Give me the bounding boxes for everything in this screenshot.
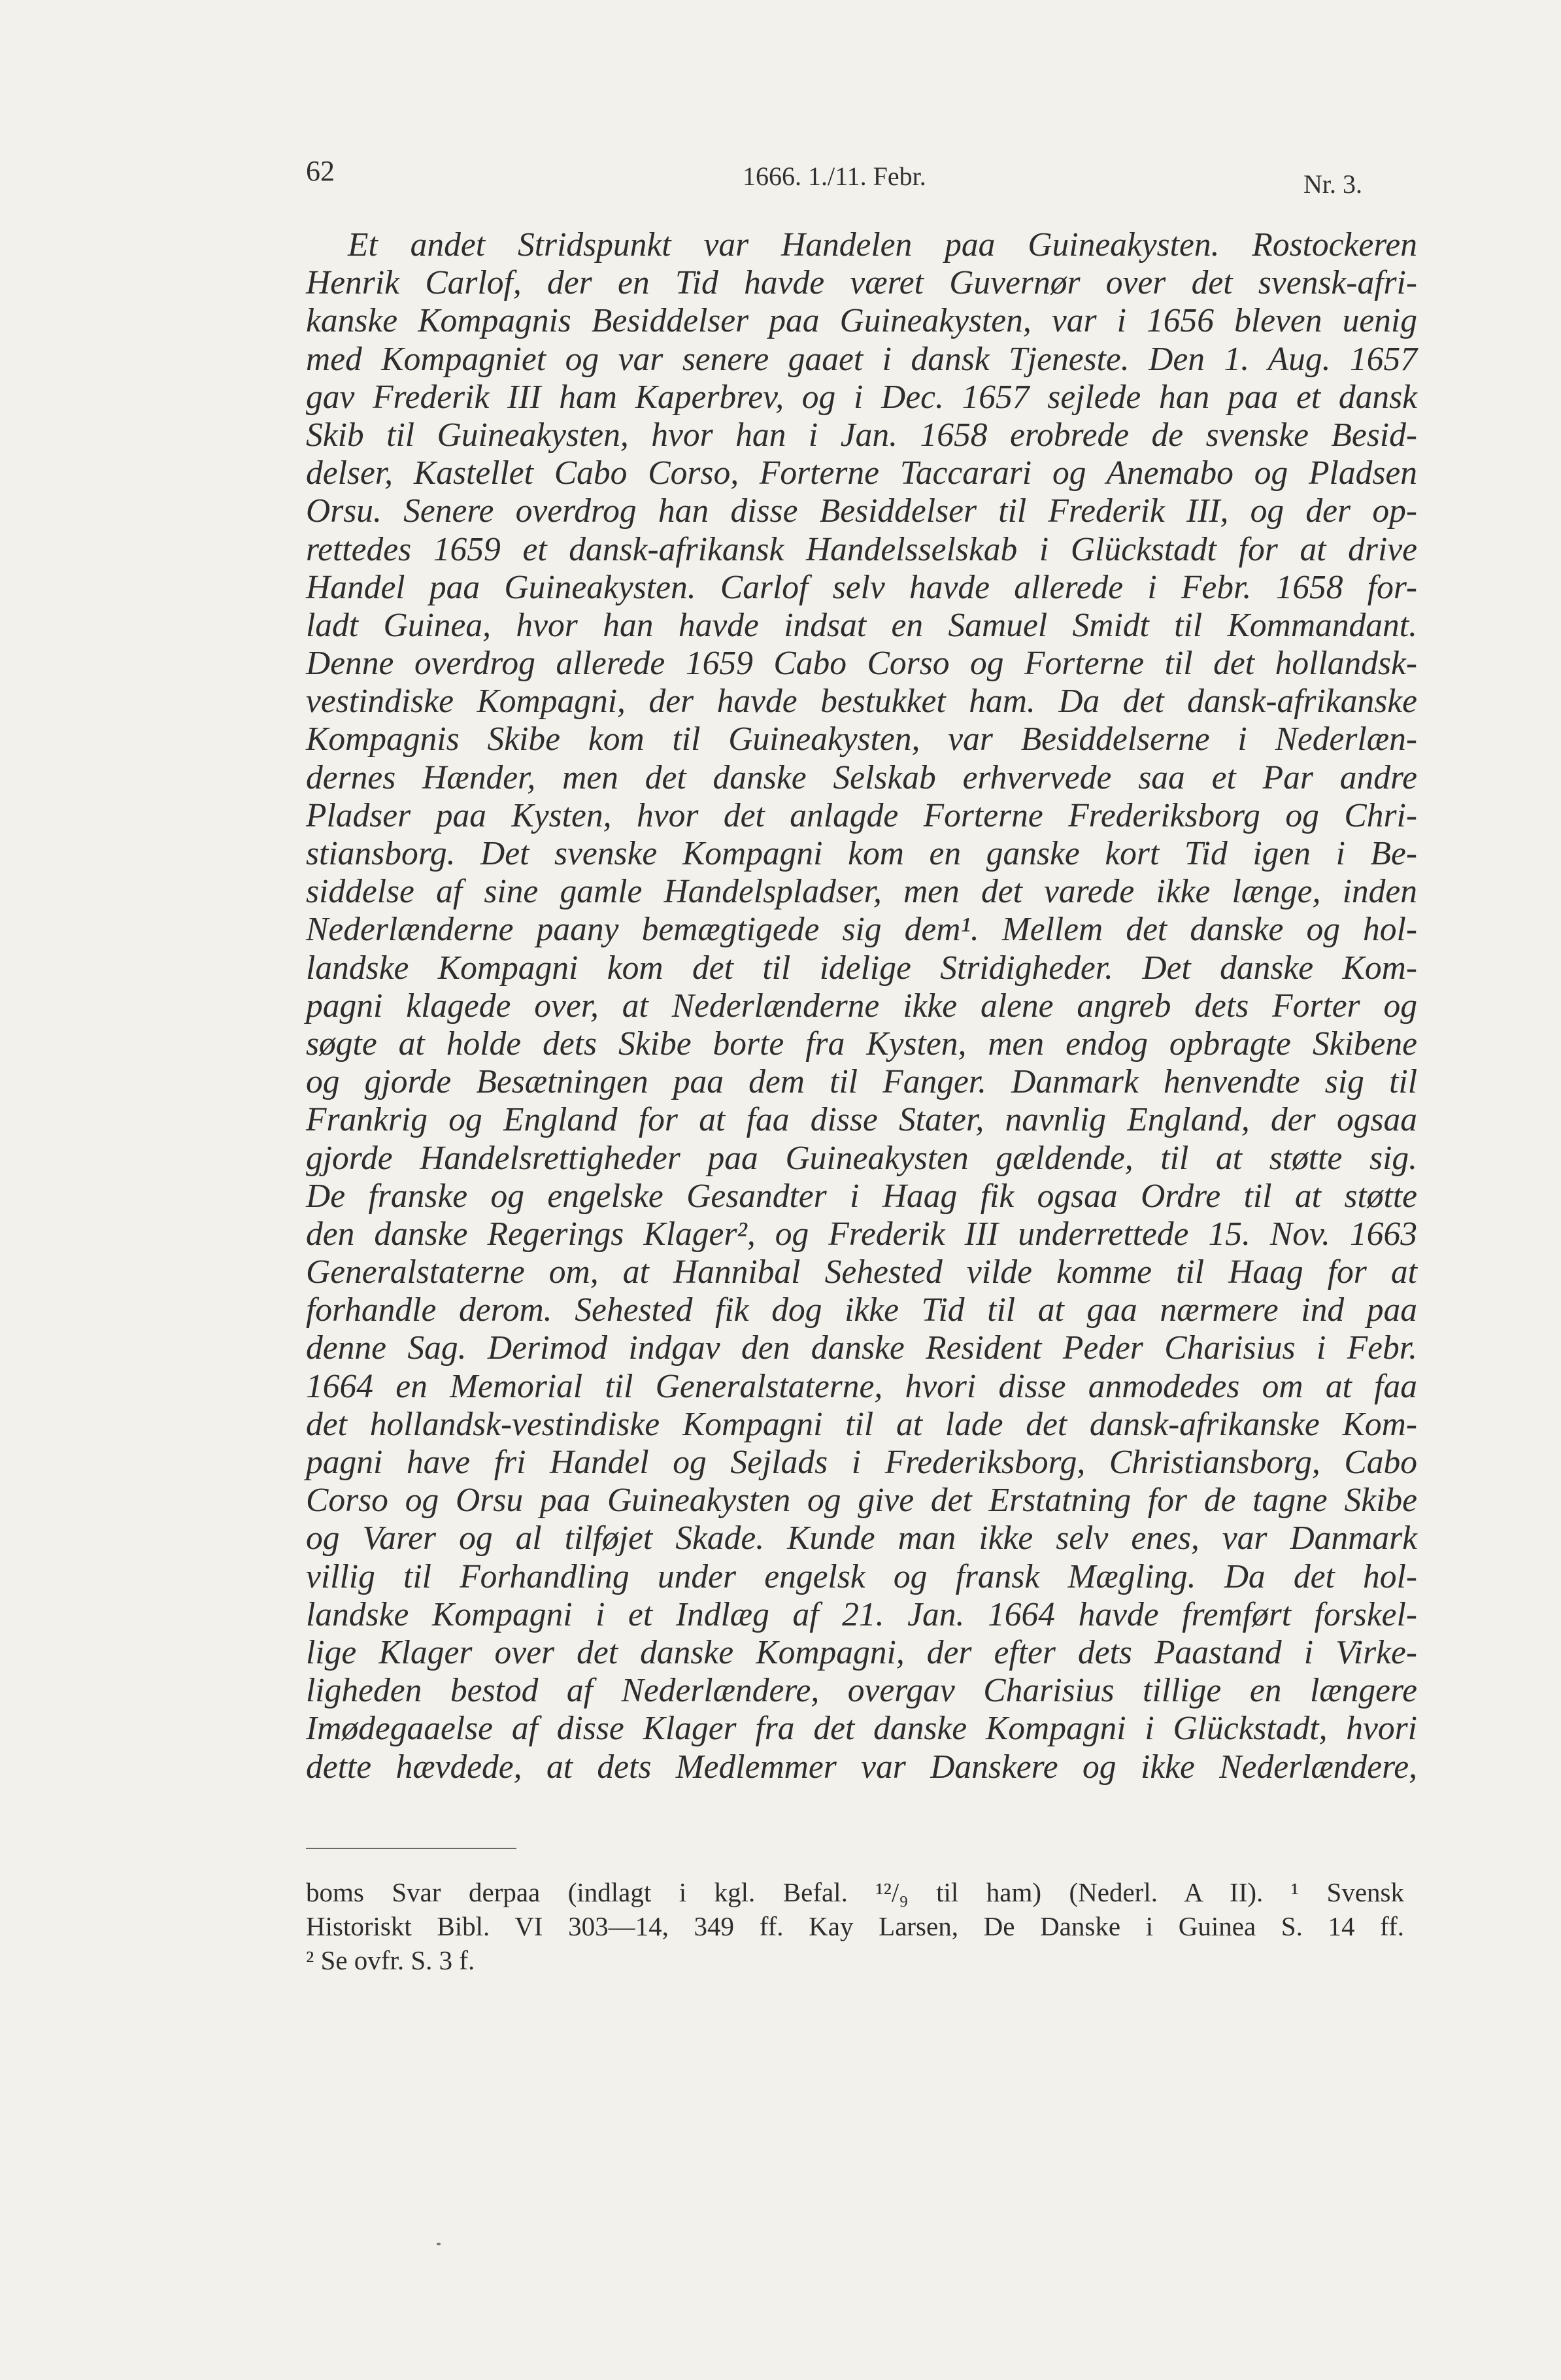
text-line: gjorde Handelsrettigheder paa Guineakysten gældende, til at støtte sig. <box>306 1139 1417 1177</box>
text-line: stiansborg. Det svenske Kompagni kom en ganske kort Tid igen i Be- <box>306 835 1417 872</box>
paper-speck <box>437 2243 441 2245</box>
text-line: Pladser paa Kysten, hvor det anlagde Forterne Frederiksborg og Chri- <box>306 796 1417 834</box>
text-line: dette hævdede, at dets Medlemmer var Danskere og ikke Nederlændere, <box>306 1748 1417 1786</box>
text-line: ladt Guinea, hvor han havde indsat en Samuel Smidt til Kommandant. <box>306 606 1417 644</box>
text-line: Et andet Stridspunkt var Handelen paa Guineakysten. Rostockeren <box>348 226 1417 264</box>
text-line: søgte at holde dets Skibe borte fra Kysten, men endog opbragte Skibene <box>306 1025 1417 1062</box>
body-paragraph <box>306 226 1417 1786</box>
text-line: Corso og Orsu paa Guineakysten og give det Erstatning for de tagne Skibe <box>306 1482 1417 1520</box>
text-line: gav Frederik III ham Kaperbrev, og i Dec. 1657 sejlede han paa et dansk <box>306 378 1417 416</box>
text-line: 1664 en Memorial til Generalstaterne, hvori disse anmodedes om at faa <box>306 1367 1417 1405</box>
text-line: og Varer og al tilføjet Skade. Kunde man ikke selv enes, var Danmark <box>306 1520 1417 1557</box>
running-head-date: 1666. 1./11. Febr. <box>743 162 926 191</box>
text-line: Nederlænderne paany bemægtigede sig dem¹. Mellem det danske og hol- <box>306 911 1417 949</box>
text-line: Skib til Guineakysten, hvor han i Jan. 1658 erobrede de svenske Besid- <box>306 416 1417 454</box>
footnotes <box>306 1875 1404 1977</box>
text-line: forhandle derom. Sehested fik dog ikke Tid til at gaa nærmere ind paa <box>306 1291 1417 1329</box>
page-header <box>0 152 1561 197</box>
footnote-line: boms Svar derpaa (indlagt i kgl. Befal. ¹²/₉ til ham) (Nederl. A II). ¹ Svensk <box>306 1877 1404 1907</box>
text-line: ligheden bestod af Nederlændere, overgav Charisius tillige en længere <box>306 1672 1417 1710</box>
page-number: 62 <box>306 155 335 187</box>
text-line: det hollandsk-vestindiske Kompagni til at lade det dansk-afrikanske Kom- <box>306 1405 1417 1443</box>
text-line: Generalstaterne om, at Hannibal Sehested vilde komme til Haag for at <box>306 1253 1417 1291</box>
text-line: denne Sag. Derimod indgav den danske Resident Peder Charisius i Febr. <box>306 1329 1417 1367</box>
text-line: Orsu. Senere overdrog han disse Besiddelser til Frederik III, og der op- <box>306 492 1417 530</box>
text-line: Kompagnis Skibe kom til Guineakysten, var Besiddelserne i Nederlæn- <box>306 721 1417 758</box>
text-line: Imødegaaelse af disse Klager fra det danske Kompagni i Glückstadt, hvori <box>306 1710 1417 1748</box>
footnote-separator <box>306 1848 516 1849</box>
text-line: delser, Kastellet Cabo Corso, Forterne Taccarari og Anemabo og Pladsen <box>306 454 1417 492</box>
text-line: pagni have fri Handel og Sejlads i Frederiksborg, Christiansborg, Cabo <box>306 1444 1417 1481</box>
text-line: dernes Hænder, men det danske Selskab erhvervede saa et Par andre <box>306 758 1417 796</box>
text-line: kanske Kompagnis Besiddelser paa Guineakysten, var i 1656 bleven uenig <box>306 302 1417 340</box>
text-line: og gjorde Besætningen paa dem til Fanger. Danmark henvendte sig til <box>306 1063 1417 1101</box>
text-line: landske Kompagni i et Indlæg af 21. Jan. 1664 havde fremført forskel- <box>306 1595 1417 1633</box>
text-line: siddelse af sine gamle Handelspladser, men det varede ikke længe, inden <box>306 873 1417 911</box>
text-line: den danske Regerings Klager², og Frederik III underrettede 15. Nov. 1663 <box>306 1215 1417 1253</box>
footnote-line: Historiskt Bibl. VI 303—14, 349 ff. Kay Larsen, De Danske i Guinea S. 14 ff. <box>306 1911 1404 1941</box>
text-line: Frankrig og England for at faa disse Stater, navnlig England, der ogsaa <box>306 1101 1417 1139</box>
text-line: rettedes 1659 et dansk-afrikansk Handelsselskab i Glückstadt for at drive <box>306 530 1417 568</box>
text-line: villig til Forhandling under engelsk og fransk Mægling. Da det hol- <box>306 1557 1417 1595</box>
record-number: Nr. 3. <box>1303 169 1362 199</box>
text-line: vestindiske Kompagni, der havde bestukket ham. Da det dansk-afrikanske <box>306 683 1417 721</box>
text-line: De franske og engelske Gesandter i Haag fik ogsaa Ordre til at støtte <box>306 1177 1417 1215</box>
text-line: Denne overdrog allerede 1659 Cabo Corso og Forterne til det hollandsk- <box>306 645 1417 683</box>
text-line: med Kompagniet og var senere gaaet i dansk Tjeneste. Den 1. Aug. 1657 <box>306 340 1417 378</box>
text-line: pagni klagede over, at Nederlænderne ikke alene angreb dets Forter og <box>306 987 1417 1025</box>
text-line: landske Kompagni kom det til idelige Stridigheder. Det danske Kom- <box>306 949 1417 987</box>
text-line: lige Klager over det danske Kompagni, der efter dets Paastand i Virke- <box>306 1633 1417 1671</box>
text-line: Handel paa Guineakysten. Carlof selv havde allerede i Febr. 1658 for- <box>306 568 1417 606</box>
footnote-line: ² Se ovfr. S. 3 f. <box>306 1945 475 1975</box>
text-line: Henrik Carlof, der en Tid havde været Guvernør over det svensk-afri- <box>306 264 1417 302</box>
